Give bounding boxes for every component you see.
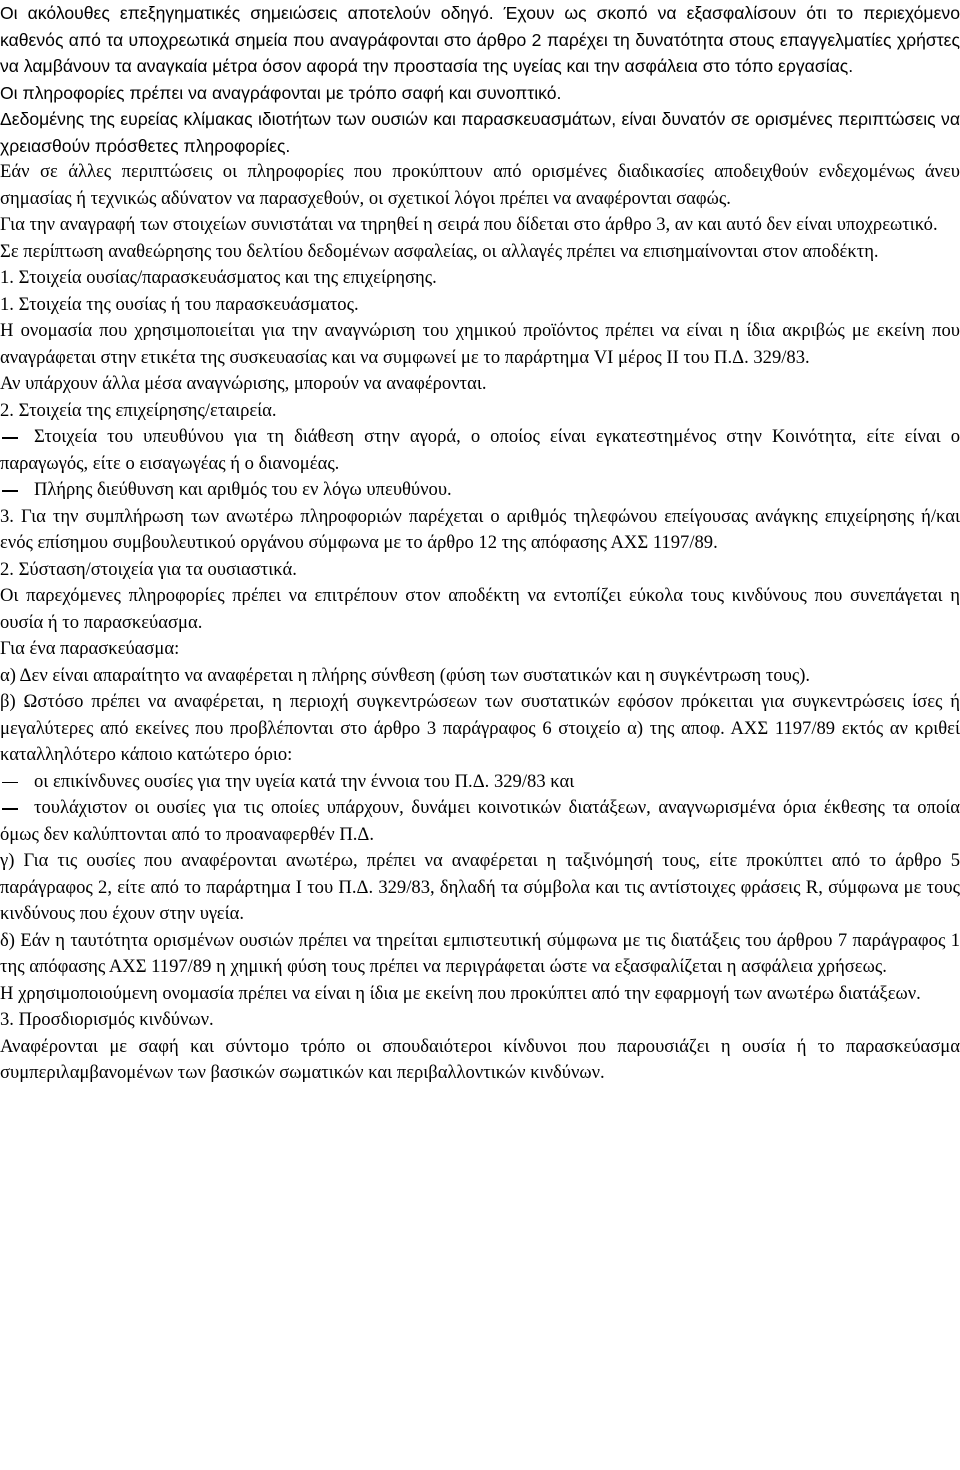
dash-item-address	[0, 477, 960, 504]
dash-icon	[2, 808, 18, 810]
intro-paragraph: Οι ακόλουθες επεξηγηματικές σημειώσεις αποτελούν οδηγό. Έχουν ως σκοπό να εξασφαλίσουν ότι το περιεχόμενο καθενός από τα υποχρεωτικά σημεία που αναγράφονται στο άρθρο 2 παρέχει τη δυνατότητα στους επαγγελματίες χρήστες να λαμβάνουν τα αναγκαία μέτρα όσον αφορά την προστασία της υγείας και την ασφάλεια στο τόπο εργασίας.	[0, 3, 960, 76]
dash-icon	[2, 437, 18, 439]
dash-item-responsible	[0, 424, 960, 477]
same-name-paragraph: Η χρησιμοποιούμενη ονομασία πρέπει να είναι η ίδια με εκείνη που προκύπτει από την εφαρμογή των ανωτέρω διατάξεων.	[0, 982, 921, 1004]
heading-substance-company: 1. Στοιχεία ουσίας/παρασκευάσματος και της επιχείρησης.	[0, 267, 437, 288]
other-means-paragraph: Αν υπάρχουν άλλα μέσα αναγνώρισης, μπορούν να αναφέρονται.	[0, 373, 487, 394]
name-paragraph: Η ονομασία που χρησιμοποιείται για την αναγνώριση του χημικού προϊόντος πρέπει να είναι η ίδια ακριβώς με εκείνη που αναγράφεται στην ετικέτα της συσκευασίας και να συμφωνεί με το παράρτημα VI μέρος II του Π.Δ. 329/83.	[0, 320, 960, 368]
clarity-paragraph: Οι πληροφορίες πρέπει να αναγράφονται με τρόπο σαφή και συνοπτικό.	[0, 82, 562, 103]
composition-paragraph: Οι παρεχόμενες πληροφορίες πρέπει να επιτρέπουν στον αποδέκτη να εντοπίζει εύκολα τους κινδύνους που συνεπάγεται η ουσία ή το παρασκεύασμα.	[0, 585, 960, 633]
heading-substance: 1. Στοιχεία της ουσίας ή του παρασκευάσματος.	[0, 293, 359, 315]
hazards-paragraph: Αναφέρονται με σαφή και σύντομο τρόπο οι σπουδαιότεροι κίνδυνοι που παρουσιάζει η ουσία ή το παρασκεύασμα συμπεριλαμβανομένων των βασικών σωματικών και περιβαλλοντικών κινδύνων.	[0, 1035, 960, 1083]
dash-icon	[2, 782, 18, 784]
phone-paragraph: 3. Για την συμπλήρωση των ανωτέρω πληροφοριών παρέχεται ο αριθμός τηλεφώνου επείγουσας ανάγκης επιχείρησης ή/και ενός επίσημου συμβουλευτικού οργάνου σύμφωνα με το άρθρο 12 της απόφασης ΑΧΣ 1197/89.	[0, 505, 960, 553]
dash-item-text: Στοιχεία του υπευθύνου για τη διάθεση στην αγορά, ο οποίος είναι εγκατεστημένος στην Κοινότητα, είτε είναι ο παραγωγός, είτε ο εισαγωγέας ή ο διανομέας.	[0, 426, 960, 474]
dash-item-text: τουλάχιστον οι ουσίες για τις οποίες υπάρχουν, δυνάμει κοινοτικών διατάξεων, αναγνωρισμένα όρια έκθεσης τα οποία όμως δεν καλύπτονται από το προαναφερθέν Π.Δ.	[0, 797, 960, 845]
item-c-paragraph: γ) Για τις ουσίες που αναφέρονται ανωτέρω, πρέπει να αναφέρεται η ταξινόμησή τους, είτε προκύπτει από το άρθρο 5 παράγραφος 2, είτε από το παράρτημα I του Π.Δ. 329/83, δηλαδή τα σύμβολα και τις αντίστοιχες φράσεις R, σύμφωνα με τους κινδύνους που έχουν στην υγεία.	[0, 850, 960, 924]
technical-impossibility-paragraph: Εάν σε άλλες περιπτώσεις οι πληροφορίες που προκύπτουν από ορισμένες διαδικασίες αποδειχθούν ενδεχομένως άνευ σημασίας ή τεχνικώς αδύνατον να παρασχεθούν, οι σχετικοί λόγοι πρέπει να αναφέρονται σαφώς.	[0, 161, 960, 209]
dash-item-text: Πλήρης διεύθυνση και αριθμός του εν λόγω υπευθύνου.	[34, 479, 452, 500]
dash-item-limits	[0, 795, 960, 848]
body-block	[0, 159, 960, 1087]
dash-icon	[2, 490, 18, 492]
dash-item-dangerous	[0, 769, 960, 796]
heading-hazards: 3. Προσδιορισμός κινδύνων.	[0, 1009, 214, 1030]
item-a-paragraph: α) Δεν είναι απαραίτητο να αναφέρεται η πλήρης σύνθεση (φύση των συστατικών και η συγκέντρωση τους).	[0, 664, 811, 686]
intro-block	[0, 0, 960, 159]
item-b-paragraph: β) Ωστόσο πρέπει να αναφέρεται, η περιοχή συγκεντρώσεων των συστατικών εφόσον πρόκειται για συγκεντρώσεις ίσες ή μεγαλύτερες από εκείνες που προβλέπονται στο άρθρο 3 παράγραφος 6 στοιχείο α) της αποφ. ΑΧΣ 1197/89 εκτός αν κριθεί καταλληλότερο κάποιο κατώτερο όριο:	[0, 691, 960, 765]
heading-composition: 2. Σύσταση/στοιχεία για τα ουσιαστικά.	[0, 558, 297, 580]
item-d-paragraph: δ) Εάν η ταυτότητα ορισμένων ουσιών πρέπει να τηρείται εμπιστευτική σύμφωνα με τις διατάξεις του άρθρου 7 παράγραφος 1 της απόφασης ΑΧΣ 1197/89 η χημική φύση τους πρέπει να περιγράφεται ώστε να εξασφαλίζεται η ασφάλεια χρήσεως.	[0, 929, 960, 977]
for-preparation-paragraph: Για ένα παρασκεύασμα:	[0, 638, 180, 659]
dash-item-text: οι επικίνδυνες ουσίες για την υγεία κατά την έννοια του Π.Δ. 329/83 και	[34, 770, 575, 792]
heading-company: 2. Στοιχεία της επιχείρησης/εταιρεία.	[0, 399, 277, 421]
order-paragraph: Για την αναγραφή των στοιχείων συνιστάται να τηρηθεί η σειρά που δίδεται στο άρθρο 3, αν και αυτό δεν είναι υποχρεωτικό.	[0, 214, 938, 235]
additional-info-paragraph: Δεδομένης της ευρείας κλίμακας ιδιοτήτων των ουσιών και παρασκευασμάτων, είναι δυνατόν σε ορισμένες περιπτώσεις να χρειασθούν πρόσθετες πληροφορίες.	[0, 109, 960, 156]
revision-paragraph: Σε περίπτωση αναθεώρησης του δελτίου δεδομένων ασφαλείας, οι αλλαγές πρέπει να επισημαίνονται στον αποδέκτη.	[0, 240, 879, 262]
